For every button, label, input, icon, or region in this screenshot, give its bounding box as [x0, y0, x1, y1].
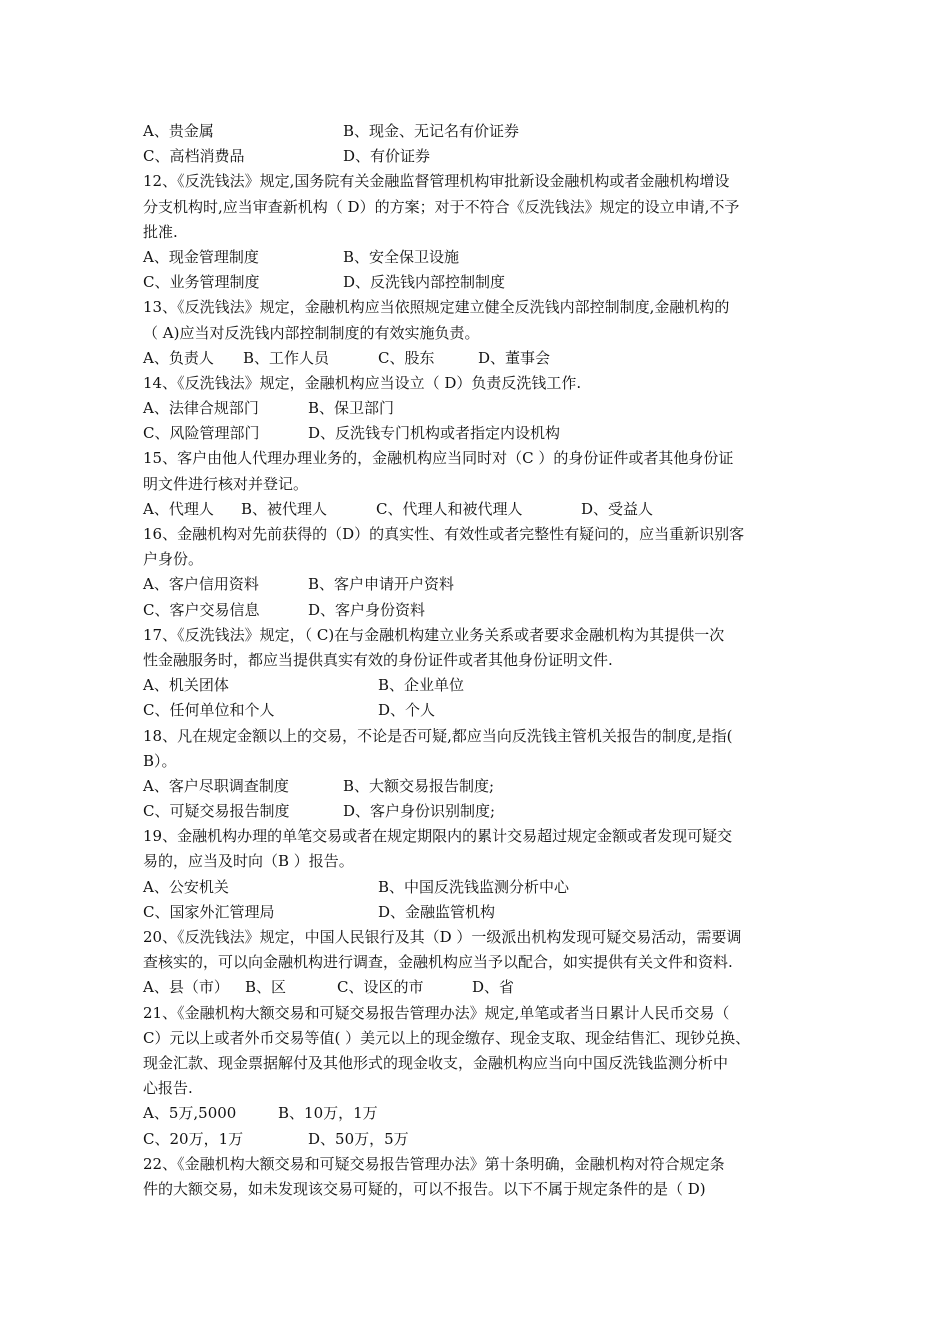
option-row: [143, 799, 815, 824]
option-c: C、风险管理部门: [143, 424, 260, 443]
option-d: D、省: [472, 978, 515, 997]
option-d: D、客户身份识别制度;: [343, 802, 496, 821]
option-b: B、区: [245, 978, 287, 997]
question-12-text-cont: 批准.: [143, 222, 178, 241]
question-22-text-cont: 件的大额交易，如未发现该交易可疑的，可以不报告。以下不属于规定条件的是（ D): [143, 1179, 706, 1198]
option-a: A、县（市）: [143, 978, 229, 997]
option-d: D、金融监管机构: [378, 902, 496, 921]
option-row: [143, 396, 815, 421]
option-row: [143, 900, 815, 925]
question-21-text: 21、《金融机构大额交易和可疑交易报告管理办法》规定,单笔或者当日累计人民币交易（: [143, 1003, 730, 1022]
question-15-text: 15、客户由他人代理办理业务的，金融机构应当同时对（C ）的身份证件或者其他身份证: [143, 449, 734, 468]
option-d: D、反洗钱内部控制制度: [343, 273, 506, 292]
option-b: B、10万，1万: [278, 1104, 378, 1123]
question-22-text: 22、《金融机构大额交易和可疑交易报告管理办法》第十条明确，金融机构对符合规定条: [143, 1154, 725, 1173]
option-c: C、国家外汇管理局: [143, 902, 275, 921]
question-12-text-cont: 分支机构时,应当审查新机构（ D）的方案；对于不符合《反洗钱法》规定的设立申请,不予: [143, 197, 740, 216]
option-b: B、企业单位: [378, 676, 465, 695]
option-row: [143, 497, 815, 522]
option-a: A、法律合规部门: [143, 399, 259, 418]
option-a: A、代理人: [143, 499, 214, 518]
question-21-text-cont: 心报告.: [143, 1079, 193, 1098]
option-row: [143, 421, 815, 446]
question-19-text: 19、金融机构办理的单笔交易或者在规定期限内的累计交易超过规定金额或者发现可疑交: [143, 827, 733, 846]
option-a: A、客户尽职调查制度: [143, 776, 289, 795]
option-b: B、保卫部门: [308, 399, 395, 418]
question-20-text: 20、《反洗钱法》规定，中国人民银行及其（D ）一级派出机构发现可疑交易活动，需要调: [143, 928, 742, 946]
question-17-text: 17、《反洗钱法》规定，（ C)在与金融机构建立业务关系或者要求金融机构为其提供一次: [143, 625, 725, 644]
option-b: B、工作人员: [243, 348, 330, 367]
option-a: A、5万,5000: [143, 1104, 237, 1123]
option-row: [143, 673, 815, 698]
question-18-text: 18、凡在规定金额以上的交易，不论是否可疑,都应当向反洗钱主管机关报告的制度,是指(: [143, 726, 733, 745]
option-c: C、业务管理制度: [143, 273, 260, 292]
question-19-text-cont: 易的，应当及时向（B ）报告。: [143, 852, 354, 871]
option-row: [143, 119, 815, 144]
option-d: D、董事会: [478, 348, 551, 367]
question-list: [143, 119, 815, 1202]
option-d: D、有价证券: [343, 147, 431, 166]
question-20-text-cont: 查核实的，可以向金融机构进行调查，金融机构应当予以配合，如实提供有关文件和资料.: [143, 953, 733, 972]
option-c: C、代理人和被代理人: [376, 499, 523, 518]
option-row: [143, 1101, 815, 1126]
option-row: [143, 698, 815, 723]
option-c: C、任何单位和个人: [143, 701, 275, 720]
option-row: [143, 144, 815, 169]
option-a: A、负责人: [143, 348, 214, 367]
option-row: [143, 346, 815, 371]
option-c: C、可疑交易报告制度: [143, 802, 290, 821]
option-b: B、现金、无记名有价证券: [343, 122, 520, 140]
question-21-text-cont: C）元以上或者外币交易等值( ）美元以上的现金缴存、现金支取、现金结售汇、现钞兑换、: [143, 1028, 751, 1047]
question-13-text-cont: （ A)应当对反洗钱内部控制制度的有效实施负责。: [143, 323, 480, 342]
question-13-text: 13、《反洗钱法》规定，金融机构应当依照规定建立健全反洗钱内部控制制度,金融机构的: [143, 298, 730, 317]
option-a: A、客户信用资料: [143, 575, 259, 594]
option-a: A、公安机关: [143, 877, 229, 896]
option-b: B、大额交易报告制度;: [343, 776, 495, 795]
option-row: [143, 774, 815, 799]
option-row: [143, 245, 815, 270]
option-a: A、现金管理制度: [143, 247, 259, 266]
option-row: [143, 975, 815, 1000]
option-d: D、50万，5万: [308, 1129, 409, 1148]
option-row: [143, 875, 815, 900]
question-18-text-cont: B）。: [143, 751, 177, 770]
option-row: [143, 598, 815, 623]
question-15-text-cont: 明文件进行核对并登记。: [143, 474, 309, 493]
option-c: C、设区的市: [337, 978, 424, 997]
question-12-text: 12、《反洗钱法》规定,国务院有关金融监督管理机构审批新设金融机构或者金融机构增设: [143, 172, 730, 191]
question-16-text-cont: 户身份。: [143, 550, 204, 569]
option-d: D、反洗钱专门机构或者指定内设机构: [308, 424, 561, 443]
option-b: B、中国反洗钱监测分析中心: [378, 877, 570, 896]
question-16-text: 16、金融机构对先前获得的（D）的真实性、有效性或者完整性有疑问的，应当重新识别客: [143, 525, 745, 543]
option-row: [143, 270, 815, 295]
option-c: C、20万，1万: [143, 1129, 244, 1148]
question-17-text-cont: 性金融服务时，都应当提供真实有效的身份证件或者其他身份证明文件.: [143, 650, 613, 669]
question-14-text: 14、《反洗钱法》规定，金融机构应当设立（ D）负责反洗钱工作.: [143, 373, 582, 392]
option-b: B、客户申请开户资料: [308, 575, 455, 594]
option-row: [143, 572, 815, 597]
option-b: B、安全保卫设施: [343, 247, 460, 266]
option-a: A、机关团体: [143, 676, 229, 695]
option-c: C、股东: [378, 348, 435, 367]
option-c: C、客户交易信息: [143, 600, 260, 619]
question-21-text-cont: 现金汇款、现金票据解付及其他形式的现金收支，金融机构应当向中国反洗钱监测分析中: [143, 1053, 729, 1072]
option-d: D、客户身份资料: [308, 600, 426, 619]
option-c: C、高档消费品: [143, 147, 245, 166]
option-d: D、受益人: [581, 499, 654, 518]
option-row: [143, 1127, 815, 1152]
option-d: D、个人: [378, 701, 436, 720]
option-b: B、被代理人: [241, 499, 328, 518]
option-a: A、贵金属: [143, 122, 214, 140]
